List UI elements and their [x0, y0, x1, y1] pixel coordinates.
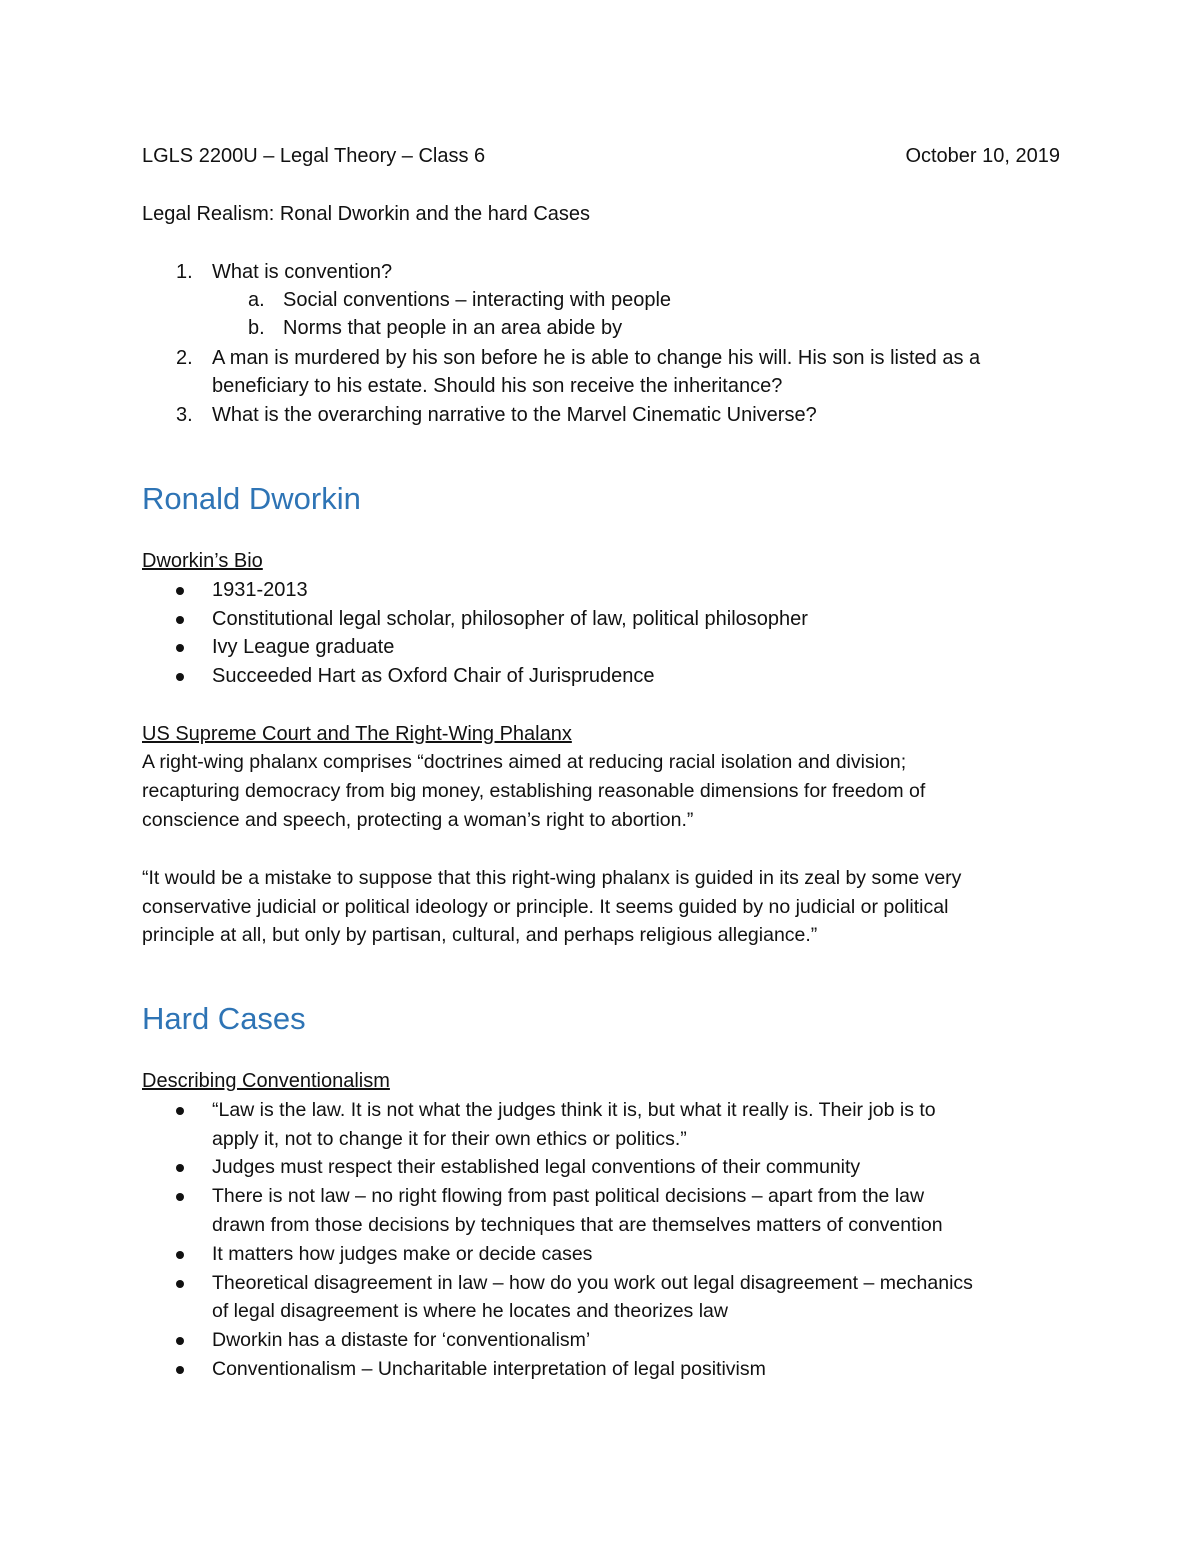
list-number: 1. [176, 261, 193, 283]
bullet-icon [176, 644, 184, 652]
paragraph-line: “It would be a mistake to suppose that this right-wing phalanx is guided in its zeal by some very [142, 867, 962, 889]
bullet-icon [176, 1251, 184, 1259]
paragraph-line: conservative judicial or political ideology or principle. It seems guided by no judicial or political [142, 896, 949, 918]
bullet-icon [176, 1193, 184, 1201]
list-item: “Law is the law. It is not what the judges think it is, but what it really is. Their job is to [212, 1099, 936, 1121]
list-item: Judges must respect their established legal conventions of their community [212, 1156, 861, 1178]
list-item: There is not law – no right flowing from past political decisions – apart from the law [212, 1185, 925, 1207]
subheading-conventionalism: Describing Conventionalism [142, 1070, 390, 1092]
list-number: 3. [176, 404, 193, 426]
bullet-icon [176, 1107, 184, 1115]
paragraph-line: A right-wing phalanx comprises “doctrines aimed at reducing racial isolation and division; [142, 751, 907, 773]
bullet-icon [176, 587, 184, 595]
list-item-continuation: apply it, not to change it for their own ethics or politics.” [212, 1128, 687, 1150]
list-item: It matters how judges make or decide cases [212, 1243, 593, 1265]
class-date: October 10, 2019 [905, 145, 1060, 167]
list-item: 1931-2013 [212, 579, 308, 601]
list-item: What is convention? [212, 261, 393, 283]
paragraph-line: recapturing democracy from big money, establishing reasonable dimensions for freedom of [142, 780, 926, 802]
list-item-continuation: beneficiary to his estate. Should his son receive the inheritance? [212, 375, 783, 397]
bullet-icon [176, 673, 184, 681]
section-heading-hard-cases: Hard Cases [142, 1001, 306, 1036]
topic-line: Legal Realism: Ronal Dworkin and the hard Cases [142, 203, 591, 225]
document-header [142, 142, 1060, 170]
list-item: Dworkin has a distaste for ‘conventionalism’ [212, 1329, 591, 1351]
list-item: Succeeded Hart as Oxford Chair of Jurisprudence [212, 665, 655, 687]
list-item: A man is murdered by his son before he is able to change his will. His son is listed as a [212, 347, 981, 369]
list-item: Constitutional legal scholar, philosopher of law, political philosopher [212, 608, 808, 630]
subheading-bio: Dworkin’s Bio [142, 550, 263, 572]
bullet-icon [176, 1366, 184, 1374]
list-item: Conventionalism – Uncharitable interpretation of legal positivism [212, 1358, 766, 1380]
paragraph-line: conscience and speech, protecting a woman’s right to abortion.” [142, 809, 694, 831]
list-letter: b. [248, 317, 265, 339]
list-item-continuation: of legal disagreement is where he locates and theorizes law [212, 1300, 728, 1322]
subheading-supreme-court: US Supreme Court and The Right-Wing Phalanx [142, 723, 572, 745]
list-item: Social conventions – interacting with people [283, 289, 672, 311]
list-letter: a. [248, 289, 265, 311]
course-title: LGLS 2200U – Legal Theory – Class 6 [142, 145, 486, 167]
list-item: Theoretical disagreement in law – how do you work out legal disagreement – mechanics [212, 1272, 973, 1294]
bullet-icon [176, 1164, 184, 1172]
section-heading-ronald-dworkin: Ronald Dworkin [142, 481, 361, 516]
bullet-icon [176, 1337, 184, 1345]
bullet-icon [176, 1280, 184, 1288]
list-item-continuation: drawn from those decisions by techniques that are themselves matters of convention [212, 1214, 943, 1236]
paragraph-line: principle at all, but only by partisan, cultural, and perhaps religious allegiance.” [142, 924, 818, 946]
list-item: Norms that people in an area abide by [283, 317, 623, 339]
bullet-icon [176, 616, 184, 624]
list-item: Ivy League graduate [212, 636, 395, 658]
list-number: 2. [176, 347, 193, 369]
list-item: What is the overarching narrative to the Marvel Cinematic Universe? [212, 404, 817, 426]
